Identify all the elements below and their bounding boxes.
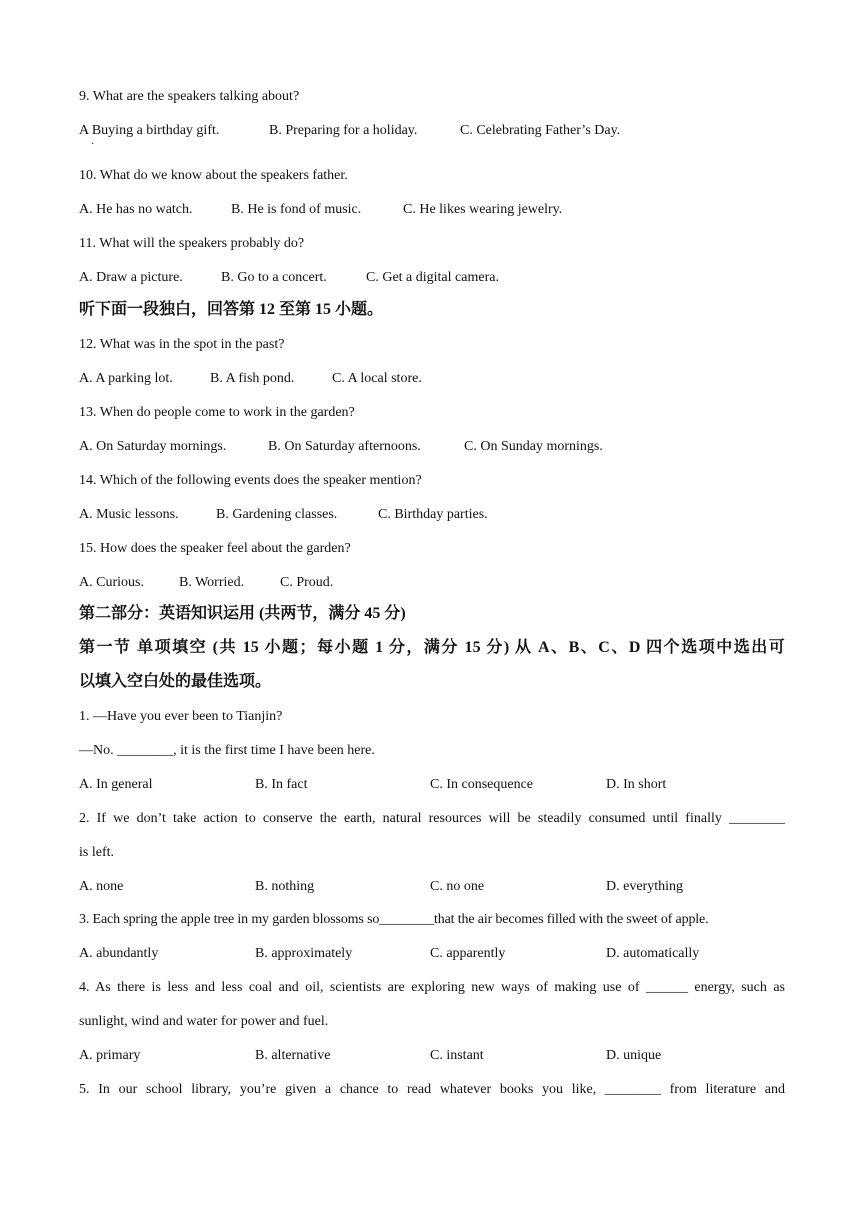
- option-d: D. everything: [606, 879, 683, 894]
- mc-question-2-cont: is left.: [79, 845, 114, 860]
- option-a: A. Curious.: [79, 575, 144, 590]
- option-d: D. In short: [606, 777, 667, 792]
- question-13: 13. When do people come to work in the garden?: [79, 405, 355, 420]
- part-2-heading: 第二部分：英语知识运用 (共两节，满分 45 分): [79, 605, 406, 622]
- option-a: A. On Saturday mornings.: [79, 439, 227, 454]
- option-c: C. He likes wearing jewelry.: [403, 202, 563, 217]
- option-b: B. On Saturday afternoons.: [268, 439, 421, 454]
- option-a: A. primary: [79, 1048, 141, 1063]
- option-b: B. Go to a concert.: [221, 270, 327, 285]
- option-c: C. no one: [430, 879, 485, 894]
- question-9: 9. What are the speakers talking about?: [79, 89, 300, 104]
- mc-question-4: 4. As there is less and less coal and oil, scientists are exploring new ways of making use of ______ energy, such as: [79, 980, 785, 995]
- mc-question-5: 5. In our school library, you’re given a chance to read whatever books you like, ________ from literature and: [79, 1082, 785, 1097]
- option-a: A. In general: [79, 777, 153, 792]
- option-b: B. Gardening classes.: [216, 507, 338, 522]
- section-heading-12-15: 听下面一段独白，回答第 12 至第 15 小题。: [79, 301, 384, 318]
- option-b: B. Preparing for a holiday.: [269, 123, 418, 138]
- option-c: C. instant: [430, 1048, 484, 1063]
- option-c: C. In consequence: [430, 777, 534, 792]
- mc-question-1: 1. —Have you ever been to Tianjin?: [79, 709, 283, 724]
- option-b: B. In fact: [255, 777, 308, 792]
- option-c: C. Celebrating Father’s Day.: [460, 123, 621, 138]
- option-c: C. apparently: [430, 946, 506, 961]
- option-b: B. approximately: [255, 946, 353, 961]
- question-14: 14. Which of the following events does the speaker mention?: [79, 473, 422, 488]
- option-c: C. Proud.: [280, 575, 334, 590]
- section-1-heading: 第一节 单项填空 (共 15 小题；每小题 1 分，满分 15 分) 从 A、B、C、D 四个选项中选出可: [79, 639, 785, 656]
- question-11: 11. What will the speakers probably do?: [79, 236, 305, 251]
- option-b: B. alternative: [255, 1048, 331, 1063]
- question-12: 12. What was in the spot in the past?: [79, 337, 285, 352]
- option-a: A. Draw a picture.: [79, 270, 183, 285]
- question-15: 15. How does the speaker feel about the garden?: [79, 541, 351, 556]
- mc-question-3: 3. Each spring the apple tree in my garden blossoms so________that the air becomes filled with the sweet of apple.: [79, 912, 709, 927]
- option-c: C. Get a digital camera.: [366, 270, 499, 285]
- question-10: 10. What do we know about the speakers father.: [79, 168, 348, 183]
- mc-question-1-reply: —No. ________, it is the first time I have been here.: [79, 743, 375, 758]
- section-1-heading-cont: 以填入空白处的最佳选项。: [79, 673, 272, 690]
- option-d: D. automatically: [606, 946, 700, 961]
- option-a: A. A parking lot.: [79, 371, 173, 386]
- stray-dot-mark: ·: [91, 139, 95, 150]
- option-a: A Buying a birthday gift.: [79, 123, 220, 138]
- option-c: C. On Sunday mornings.: [464, 439, 603, 454]
- option-c: C. A local store.: [332, 371, 422, 386]
- option-a: A. Music lessons.: [79, 507, 179, 522]
- option-b: B. He is fond of music.: [231, 202, 362, 217]
- mc-question-2: 2. If we don’t take action to conserve the earth, natural resources will be steadily consumed until finally ________: [79, 811, 785, 826]
- option-a: A. He has no watch.: [79, 202, 193, 217]
- option-b: B. nothing: [255, 879, 315, 894]
- option-c: C. Birthday parties.: [378, 507, 488, 522]
- option-b: B. A fish pond.: [210, 371, 295, 386]
- option-a: A. none: [79, 879, 124, 894]
- option-d: D. unique: [606, 1048, 662, 1063]
- option-b: B. Worried.: [179, 575, 245, 590]
- option-a: A. abundantly: [79, 946, 159, 961]
- mc-question-4-cont: sunlight, wind and water for power and fuel.: [79, 1014, 329, 1029]
